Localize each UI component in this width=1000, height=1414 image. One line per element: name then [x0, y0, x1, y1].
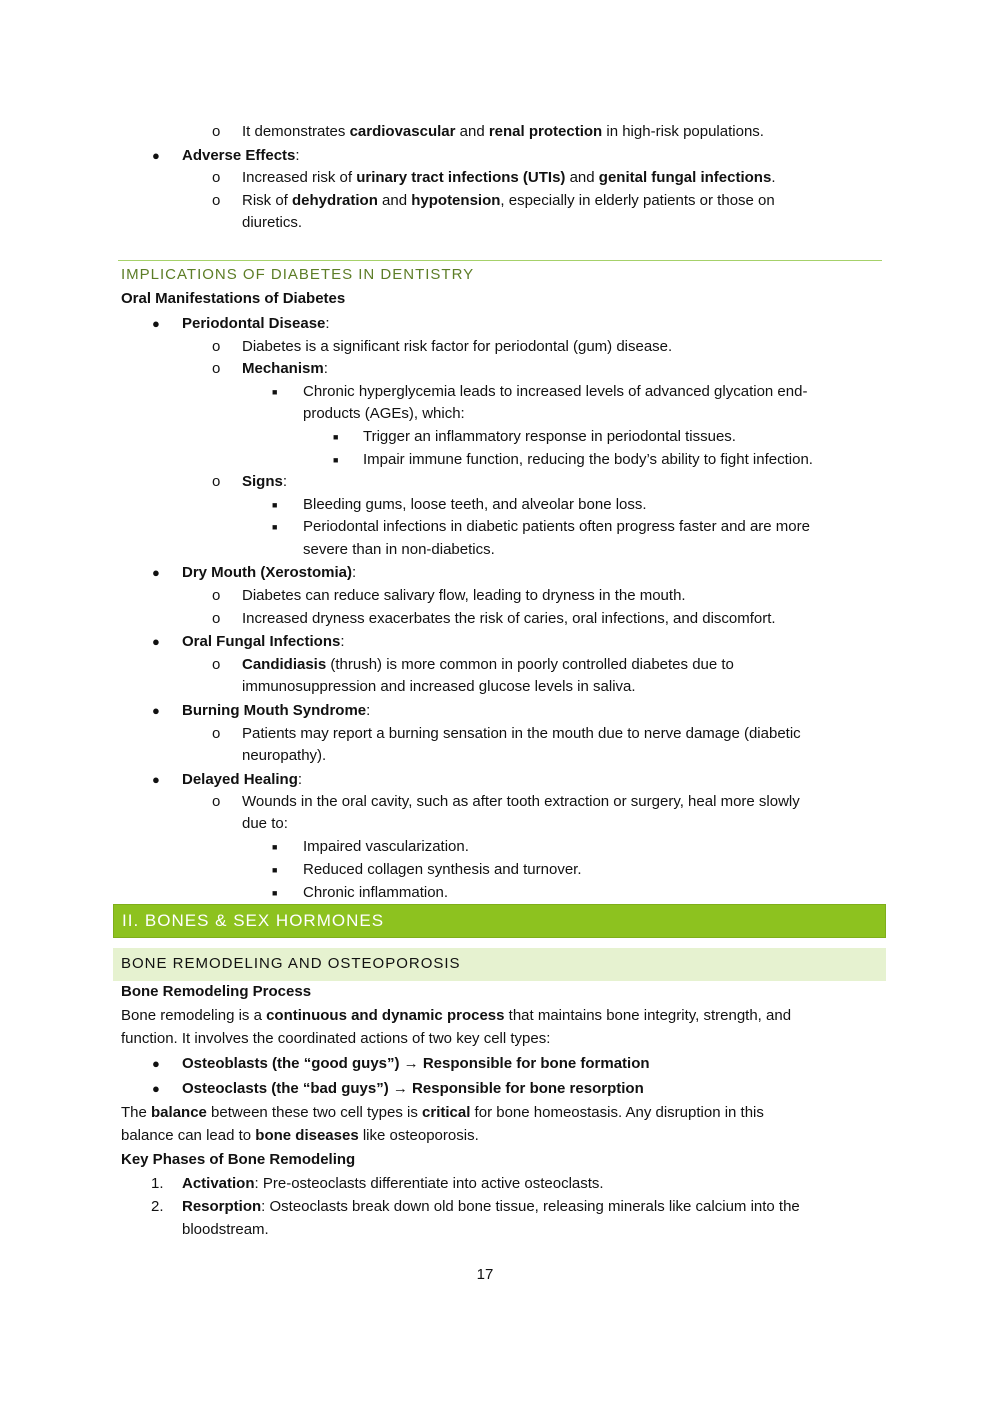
- text-line: diuretics.: [242, 214, 303, 231]
- square-marker: ■: [272, 842, 278, 852]
- subsection-heading: Oral Manifestations of Diabetes: [121, 290, 346, 307]
- bullet-marker: ●: [152, 148, 160, 163]
- square-marker: ■: [333, 455, 339, 465]
- paragraph-line: function. It involves the coordinated actions of two key cell types:: [121, 1030, 551, 1047]
- text-line: Reduced collagen synthesis and turnover.: [303, 861, 582, 878]
- list-item-label: Dry Mouth (Xerostomia):: [182, 564, 357, 581]
- bullet-marker: ●: [152, 1056, 160, 1071]
- text-line: Diabetes is a significant risk factor for periodontal (gum) disease.: [242, 338, 673, 355]
- square-marker: ■: [272, 387, 278, 397]
- section-heading: IMPLICATIONS OF DIABETES IN DENTISTRY: [121, 266, 475, 283]
- text-line: bloodstream.: [182, 1221, 269, 1238]
- text-line: Chronic hyperglycemia leads to increased levels of advanced glycation end-: [303, 383, 808, 400]
- circle-marker: o: [212, 473, 221, 490]
- list-item-label: Oral Fungal Infections:: [182, 633, 345, 650]
- bullet-marker: ●: [152, 772, 160, 787]
- text-line: Wounds in the oral cavity, such as after tooth extraction or surgery, heal more slowly: [242, 793, 800, 810]
- text-line: Impair immune function, reducing the body’s ability to fight infection.: [363, 451, 813, 468]
- numbered-item: Activation: Pre-osteoclasts differentiate into active osteoclasts.: [182, 1175, 604, 1192]
- text-line: Bleeding gums, loose teeth, and alveolar bone loss.: [303, 496, 647, 513]
- circle-marker: o: [212, 169, 221, 186]
- text-line: severe than in non-diabetics.: [303, 541, 495, 558]
- square-marker: ■: [272, 865, 278, 875]
- bullet-marker: ●: [152, 565, 160, 580]
- text-line: Trigger an inflammatory response in periodontal tissues.: [363, 428, 736, 445]
- text-line: neuropathy).: [242, 747, 327, 764]
- bullet-marker: ●: [152, 634, 160, 649]
- circle-marker: o: [212, 587, 221, 604]
- list-number: 1.: [151, 1175, 164, 1192]
- text-line: Risk of dehydration and hypotension, especially in elderly patients or those on: [242, 192, 775, 209]
- text-line: Impaired vascularization.: [303, 838, 469, 855]
- chapter-heading: II. BONES & SEX HORMONES: [122, 911, 385, 930]
- page-number: 17: [476, 1266, 494, 1283]
- circle-marker: o: [212, 725, 221, 742]
- list-item-label: Adverse Effects:: [182, 147, 300, 164]
- list-number: 2.: [151, 1198, 164, 1215]
- text-line: Chronic inflammation.: [303, 884, 449, 901]
- list-item: Osteoclasts (the “bad guys”) → Responsible for bone resorption: [182, 1080, 644, 1097]
- circle-marker: o: [212, 656, 221, 673]
- square-marker: ■: [272, 522, 278, 532]
- section-heading: BONE REMODELING AND OSTEOPOROSIS: [121, 955, 461, 972]
- chapter-heading-band: [113, 904, 886, 938]
- square-marker: ■: [333, 432, 339, 442]
- text-line: Periodontal infections in diabetic patients often progress faster and are more: [303, 518, 810, 535]
- list-item-label: Delayed Healing:: [182, 771, 303, 788]
- paragraph-line: Bone remodeling is a continuous and dynamic process that maintains bone integrity, strength, and: [121, 1007, 792, 1024]
- text-line: Patients may report a burning sensation in the mouth due to nerve damage (diabetic: [242, 725, 801, 742]
- subsection-heading: Bone Remodeling Process: [121, 983, 312, 1000]
- circle-marker: o: [212, 793, 221, 810]
- list-item-label: Burning Mouth Syndrome:: [182, 702, 371, 719]
- bullet-marker: ●: [152, 1081, 160, 1096]
- circle-marker: o: [212, 192, 221, 209]
- list-item-label: Signs:: [242, 473, 288, 490]
- subsection-heading: Key Phases of Bone Remodeling: [121, 1151, 356, 1168]
- text-line: Diabetes can reduce salivary flow, leading to dryness in the mouth.: [242, 587, 686, 604]
- list-item: Osteoblasts (the “good guys”) → Responsible for bone formation: [182, 1055, 650, 1072]
- circle-marker: o: [212, 360, 221, 377]
- bullet-marker: ●: [152, 316, 160, 331]
- text-line: immunosuppression and increased glucose levels in saliva.: [242, 678, 636, 695]
- circle-marker: o: [212, 610, 221, 627]
- square-marker: ■: [272, 500, 278, 510]
- circle-marker: o: [212, 123, 221, 140]
- circle-marker: o: [212, 338, 221, 355]
- paragraph-line: The balance between these two cell types is critical for bone homeostasis. Any disruption in this: [121, 1104, 764, 1121]
- list-item-label: Periodontal Disease:: [182, 315, 330, 332]
- section-divider: [118, 260, 882, 261]
- square-marker: ■: [272, 888, 278, 898]
- text-line: products (AGEs), which:: [303, 405, 465, 422]
- text-line: Increased risk of urinary tract infections (UTIs) and genital fungal infections.: [242, 169, 776, 186]
- bullet-marker: ●: [152, 703, 160, 718]
- numbered-item: Resorption: Osteoclasts break down old bone tissue, releasing minerals like calcium into the: [182, 1198, 800, 1215]
- list-item-label: Mechanism:: [242, 360, 328, 377]
- paragraph-line: balance can lead to bone diseases like osteoporosis.: [121, 1127, 479, 1144]
- text-line: Increased dryness exacerbates the risk of caries, oral infections, and discomfort.: [242, 610, 776, 627]
- text-line: Candidiasis (thrush) is more common in poorly controlled diabetes due to: [242, 656, 734, 673]
- text-line: due to:: [242, 815, 288, 832]
- section-heading-band: [113, 948, 886, 981]
- text-line: It demonstrates cardiovascular and renal protection in high-risk populations.: [242, 123, 764, 140]
